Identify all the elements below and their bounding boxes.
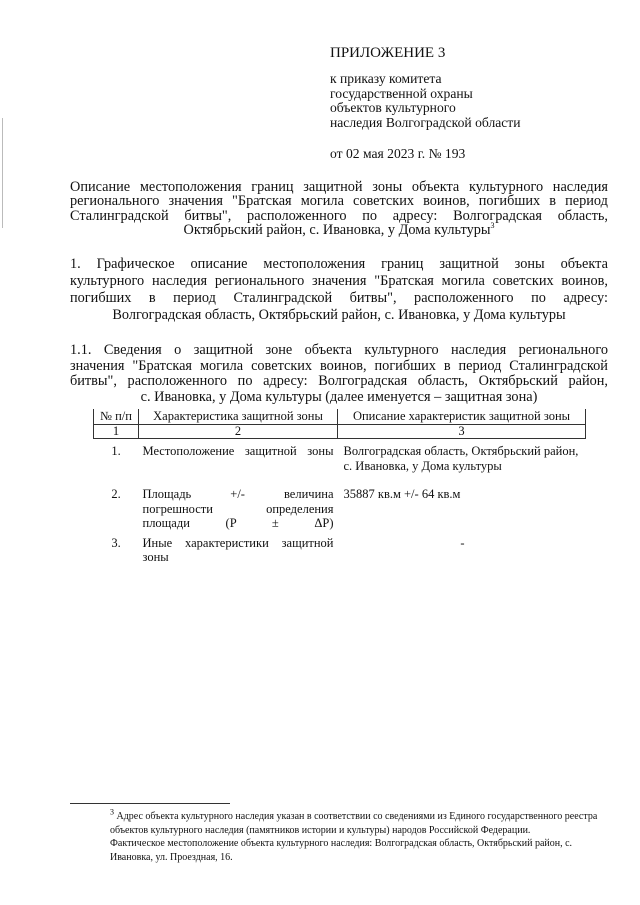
footnote-reference: 3 xyxy=(490,221,495,231)
table-row xyxy=(94,531,586,565)
appendix-line: наследия Волгоградской области xyxy=(330,114,521,130)
protection-zone-table xyxy=(93,409,586,565)
footnote xyxy=(70,807,610,864)
header-description: Описание характеристик защитной зоны xyxy=(338,409,586,425)
section-1-heading xyxy=(70,256,608,324)
footnote-separator xyxy=(70,803,230,804)
row-characteristic: Площадь +/- величина погрешности определения площади (P ± ΔP) xyxy=(142,487,334,530)
column-number-row xyxy=(94,425,586,439)
appendix-header xyxy=(330,44,630,162)
column-number: 1 xyxy=(94,425,139,439)
document-title-line: регионального значения "Братская могила советских воинов, погибших в период xyxy=(70,193,608,210)
appendix-title: ПРИЛОЖЕНИЕ 3 xyxy=(330,45,446,61)
footnote-paragraph xyxy=(70,807,610,837)
row-number: 2. xyxy=(111,487,121,501)
scan-margin-mark xyxy=(2,118,3,228)
document-title-line: Описание местоположения границ защитной зоны объекта культурного наследия xyxy=(70,179,608,195)
document-title-last-line xyxy=(70,223,608,237)
row-description: Волгоградская область, Октябрьский район, с. Ивановка, у Дома культуры xyxy=(343,444,579,473)
document-title xyxy=(70,180,608,237)
appendix-line: к приказу комитета xyxy=(330,71,442,86)
row-number: 3. xyxy=(111,535,121,550)
row-description: 35887 кв.м +/- 64 кв.м xyxy=(343,487,461,501)
section-1-last-line: Волгоградская область, Октябрьский район, с. Ивановка, у Дома культуры xyxy=(112,307,566,323)
document-title-line: Сталинградской битвы", расположенного по адресу: Волгоградская область, xyxy=(70,207,608,224)
column-number: 2 xyxy=(139,425,338,439)
section-1-1-line: битвы", расположенного по адресу: Волгоградская область, Октябрьский район, xyxy=(70,373,608,389)
row-number: 1. xyxy=(111,444,121,458)
appendix-date: от 02 мая 2023 г. № 193 xyxy=(330,146,466,161)
header-number: № п/п xyxy=(94,409,139,425)
row-characteristic: Иные характеристики защитной зоны xyxy=(142,535,334,564)
footnote-paragraph: Фактическое местоположение объекта культурного наследия: Волгоградская область, Октябрьский район, с. Ивановка, ул. Проездная, 16. xyxy=(110,838,573,863)
footnote-text: Адрес объекта культурного наследия указан в соответствии со сведениями из Единого государственного реестра объектов культурного наследия (памятников истории и культуры) народов Российской Федерации. xyxy=(110,811,598,836)
section-1-1-line: значения "Братская могила советских воинов, погибших в период Сталинградской xyxy=(70,357,608,374)
section-1-line: культурного наследия регионального значения "Братская могила советских воинов, xyxy=(70,273,608,289)
section-1-1-last-line: с. Ивановка, у Дома культуры (далее именуется – защитная зона) xyxy=(140,388,538,405)
section-1-line: погибших в период Сталинградской битвы", расположенного по адресу: xyxy=(70,290,608,306)
row-characteristic: Местоположение защитной зоны xyxy=(142,444,334,458)
column-number: 3 xyxy=(338,425,586,439)
section-1-1-line: 1.1. Сведения о защитной зоне объекта культурного наследия регионального xyxy=(70,342,608,358)
section-1-line: 1. Графическое описание местоположения границ защитной зоны объекта xyxy=(70,256,608,272)
appendix-line: государственной охраны xyxy=(330,85,473,101)
footnote-mark: 3 xyxy=(110,807,114,817)
table-header-row xyxy=(94,409,586,425)
table-row xyxy=(94,482,586,531)
appendix-line: объектов культурного xyxy=(330,100,456,115)
section-1-1-heading xyxy=(70,343,608,405)
header-characteristic: Характеристика защитной зоны xyxy=(139,409,338,425)
row-description: - xyxy=(460,535,465,550)
document-title-last-text: Октябрьский район, с. Ивановка, у Дома культуры xyxy=(183,221,491,238)
table-row xyxy=(94,439,586,483)
